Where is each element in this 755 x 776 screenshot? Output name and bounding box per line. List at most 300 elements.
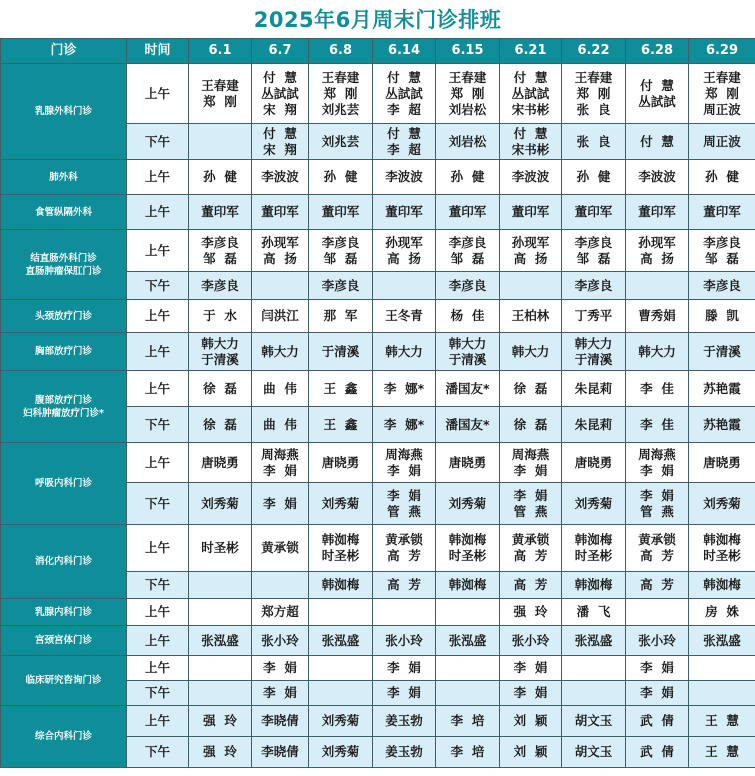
doctor-name: 时圣彬 [703, 548, 741, 563]
doctor-cell [689, 656, 755, 681]
doctor-cell [373, 706, 436, 737]
doctor-name: 孙现军 [511, 234, 550, 250]
doctor-name: 高 芳 [387, 548, 421, 563]
doctor-name: 苏艳霞 [703, 416, 741, 432]
doctor-name: 孙现军 [385, 234, 423, 250]
doctor-cell [373, 371, 436, 407]
doctor-name: 丛試試 [511, 85, 550, 101]
doctor-cell [562, 626, 626, 656]
department-cell [1, 195, 127, 230]
table-row [1, 64, 755, 124]
doctor-name: 高 芳 [513, 548, 548, 563]
doctor-cell [252, 443, 309, 483]
doctor-cell [373, 64, 436, 124]
doctor-cell [373, 443, 436, 483]
header-date: 6.22 [562, 39, 626, 64]
doctor-name: 邹 磊 [705, 250, 739, 266]
department-name: 临床研究咨询门诊 [25, 675, 102, 686]
doctor-cell [189, 371, 252, 407]
department-name: 腹部放疗门诊 [34, 394, 92, 406]
doctor-cell [189, 626, 252, 656]
doctor-cell [626, 737, 689, 768]
doctor-name: 韩大力 [385, 343, 423, 359]
doctor-cell [689, 681, 755, 706]
doctor-cell [309, 599, 373, 626]
table-row [1, 333, 755, 371]
doctor-cell [562, 525, 626, 572]
time-cell: 下午 [127, 124, 189, 160]
doctor-cell [562, 230, 626, 272]
table-row [1, 656, 755, 681]
doctor-name: 于清溪 [448, 351, 487, 367]
doctor-cell [500, 572, 562, 599]
department-name: 乳腺外科门诊 [34, 106, 92, 117]
doctor-cell [500, 272, 562, 300]
doctor-name: 孙 健 [203, 169, 237, 184]
doctor-name: 黄承锁 [261, 540, 299, 555]
doctor-name: 董印军 [703, 204, 741, 219]
doctor-name: 韩洳梅 [703, 577, 741, 592]
doctor-name: 刘秀菊 [448, 495, 487, 511]
doctor-cell [309, 483, 373, 525]
doctor-cell [252, 407, 309, 443]
header-date: 6.29 [689, 39, 755, 64]
doctor-name: 张小玲 [511, 632, 550, 648]
doctor-cell [189, 195, 252, 230]
doctor-cell [189, 407, 252, 443]
doctor-cell [252, 195, 309, 230]
doctor-name: 董印军 [385, 204, 423, 219]
doctor-name: 韩洳梅 [321, 532, 360, 547]
doctor-name: 宋 翔 [263, 141, 297, 157]
doctor-name: 张泓盛 [201, 632, 239, 648]
time-cell: 下午 [127, 407, 189, 443]
doctor-name: 李 佳 [640, 380, 674, 396]
table-row [1, 230, 755, 272]
doctor-name: 李彦良 [321, 277, 360, 293]
department-name: 呼吸内科门诊 [34, 478, 92, 489]
doctor-cell [189, 160, 252, 195]
doctor-name: 郑 刚 [450, 85, 485, 101]
doctor-name: 曲 伟 [263, 416, 297, 432]
doctor-name: 付 慧 [640, 77, 674, 93]
doctor-name: 时圣彬 [321, 548, 360, 563]
doctor-cell [689, 443, 755, 483]
department-name: 综合内科门诊 [34, 731, 92, 742]
doctor-name: 李 娟 [640, 487, 674, 503]
doctor-cell [689, 572, 755, 599]
doctor-cell [373, 626, 436, 656]
time-cell: 上午 [127, 706, 189, 737]
doctor-name: 张泓盛 [321, 632, 360, 648]
doctor-cell [373, 195, 436, 230]
doctor-name: 付 慧 [387, 125, 421, 141]
doctor-cell [309, 333, 373, 371]
doctor-cell [626, 64, 689, 124]
time-cell: 下午 [127, 272, 189, 300]
doctor-cell [562, 300, 626, 333]
doctor-cell [500, 160, 562, 195]
doctor-cell [373, 124, 436, 160]
department-name: 胸部放疗门诊 [34, 346, 92, 357]
header-row [1, 39, 755, 64]
doctor-cell [500, 599, 562, 626]
header-date: 6.7 [252, 39, 309, 64]
doctor-name: 王 慧 [705, 713, 739, 728]
doctor-cell [436, 706, 500, 737]
doctor-name: 韩洳梅 [574, 577, 613, 592]
doctor-name: 朱昆莉 [574, 380, 613, 396]
doctor-cell [500, 371, 562, 407]
department-cell [1, 599, 127, 626]
doctor-cell [373, 230, 436, 272]
doctor-cell [309, 681, 373, 706]
doctor-cell [626, 124, 689, 160]
doctor-name: 韩大力 [574, 335, 613, 351]
doctor-name: 郑方超 [261, 604, 299, 619]
doctor-name: 李彦良 [703, 234, 741, 250]
doctor-name: 孙 健 [450, 169, 485, 184]
doctor-name: 李 娟 [263, 495, 297, 511]
doctor-name: 邹 磊 [576, 250, 611, 266]
doctor-name: 曹秀娟 [638, 308, 676, 323]
doctor-name: 潘国友* [445, 416, 490, 432]
doctor-cell [309, 371, 373, 407]
doctor-cell [436, 483, 500, 525]
doctor-name: 黄承锁 [638, 532, 676, 547]
doctor-name: 潘 飞 [576, 604, 611, 619]
doctor-cell [189, 124, 252, 160]
header-dept: 门诊 [1, 39, 127, 64]
doctor-name: 李 娟 [640, 462, 674, 478]
doctor-cell [626, 230, 689, 272]
doctor-cell [500, 626, 562, 656]
doctor-cell [626, 195, 689, 230]
doctor-cell [309, 443, 373, 483]
doctor-cell [626, 681, 689, 706]
doctor-name: 李彦良 [321, 234, 360, 250]
doctor-name: 郑 刚 [576, 85, 611, 101]
doctor-name: 郑 刚 [705, 85, 739, 101]
doctor-cell [689, 64, 755, 124]
doctor-cell [373, 333, 436, 371]
department-cell [1, 333, 127, 371]
doctor-cell [309, 160, 373, 195]
doctor-name: 张 良 [576, 101, 611, 117]
doctor-cell [500, 525, 562, 572]
doctor-name: 张泓盛 [703, 632, 741, 648]
doctor-name: 周正波 [703, 133, 741, 149]
doctor-cell [436, 333, 500, 371]
doctor-name: 董印军 [201, 204, 239, 219]
doctor-name: 胡文玉 [574, 744, 613, 759]
doctor-cell [189, 230, 252, 272]
doctor-cell [562, 160, 626, 195]
doctor-name: 周海燕 [261, 446, 299, 462]
doctor-name: 强 玲 [203, 744, 237, 759]
doctor-name: 李 培 [450, 744, 485, 759]
header-date: 6.21 [500, 39, 562, 64]
doctor-name: 李彦良 [201, 277, 239, 293]
doctor-cell [562, 681, 626, 706]
doctor-name: 武 倩 [640, 744, 674, 759]
doctor-cell [689, 706, 755, 737]
doctor-cell [309, 272, 373, 300]
doctor-name: 姜玉勃 [385, 744, 423, 759]
doctor-cell [252, 706, 309, 737]
doctor-name: 李彦良 [703, 277, 741, 293]
department-name: 宫颈宫体门诊 [34, 635, 92, 646]
time-cell: 上午 [127, 599, 189, 626]
doctor-name: 丁秀平 [574, 308, 613, 323]
doctor-cell [562, 371, 626, 407]
doctor-cell [500, 333, 562, 371]
doctor-cell [436, 737, 500, 768]
doctor-cell [500, 443, 562, 483]
doctor-name: 朱昆莉 [574, 416, 613, 432]
doctor-name: 高 芳 [640, 548, 674, 563]
department-cell [1, 525, 127, 599]
doctor-name: 王 鑫 [323, 416, 358, 432]
doctor-name: 刘秀菊 [321, 713, 360, 728]
doctor-cell [500, 300, 562, 333]
doctor-name: 韩大力 [638, 343, 676, 359]
doctor-cell [436, 195, 500, 230]
doctor-name: 丛試試 [638, 93, 676, 109]
doctor-cell [689, 124, 755, 160]
doctor-name: 刘秀菊 [201, 495, 239, 511]
doctor-cell [373, 599, 436, 626]
doctor-name: 强 玲 [513, 604, 548, 619]
doctor-cell [562, 124, 626, 160]
doctor-name: 闫洪江 [261, 308, 299, 323]
doctor-name: 强 玲 [203, 713, 237, 728]
department-name: 妇科肿瘤放疗门诊* [23, 407, 104, 419]
doctor-cell [436, 599, 500, 626]
doctor-cell [689, 272, 755, 300]
doctor-name: 李 娟 [263, 660, 297, 675]
doctor-cell [252, 300, 309, 333]
doctor-name: 董印军 [261, 204, 299, 219]
doctor-name: 王春建 [201, 77, 239, 93]
doctor-cell [309, 230, 373, 272]
doctor-cell [252, 124, 309, 160]
doctor-name: 王春建 [448, 69, 487, 85]
doctor-name: 李 娟 [263, 685, 297, 700]
table-row [1, 626, 755, 656]
doctor-name: 曲 伟 [263, 380, 297, 396]
doctor-name: 李晓倩 [261, 744, 299, 759]
doctor-name: 刘岩松 [448, 133, 487, 149]
doctor-cell [436, 407, 500, 443]
doctor-name: 李 娟 [640, 660, 674, 675]
doctor-cell [689, 371, 755, 407]
time-cell: 下午 [127, 737, 189, 768]
page-title: 2025年6月周末门诊排班 [253, 8, 502, 32]
department-name: 食管纵隔外科 [34, 206, 92, 218]
doctor-name: 刘岩松 [448, 101, 487, 117]
doctor-name: 付 慧 [263, 125, 297, 141]
doctor-cell [626, 300, 689, 333]
doctor-cell [689, 599, 755, 626]
doctor-name: 宋书彬 [511, 141, 550, 157]
doctor-name: 管 燕 [640, 503, 674, 519]
table-row [1, 443, 755, 483]
doctor-name: 韩洳梅 [321, 577, 360, 592]
doctor-cell [309, 656, 373, 681]
doctor-name: 周正波 [703, 101, 741, 117]
doctor-cell [373, 483, 436, 525]
doctor-cell [626, 572, 689, 599]
department-name: 乳腺内科门诊 [34, 606, 92, 618]
doctor-name: 时圣彬 [574, 548, 613, 563]
doctor-name: 董印军 [321, 204, 360, 219]
doctor-cell [189, 443, 252, 483]
schedule-table [0, 38, 755, 768]
doctor-cell [562, 483, 626, 525]
department-name: 肺外科 [49, 171, 78, 183]
doctor-name: 徐 磊 [203, 380, 237, 396]
doctor-cell [373, 160, 436, 195]
doctor-cell [252, 333, 309, 371]
doctor-cell [626, 706, 689, 737]
doctor-cell [252, 572, 309, 599]
doctor-name: 邹 磊 [450, 250, 485, 266]
doctor-cell [562, 333, 626, 371]
department-name: 结直肠外科门诊 [30, 252, 97, 264]
header-time: 时间 [127, 39, 189, 64]
doctor-cell [626, 272, 689, 300]
doctor-cell [436, 656, 500, 681]
doctor-cell [689, 160, 755, 195]
department-cell [1, 64, 127, 160]
doctor-name: 张小玲 [385, 632, 423, 648]
doctor-name: 刘秀菊 [321, 495, 360, 511]
doctor-cell [252, 230, 309, 272]
doctor-cell [689, 626, 755, 656]
table-row [1, 706, 755, 737]
doctor-name: 韩洳梅 [448, 577, 487, 592]
table-row [1, 160, 755, 195]
doctor-cell [189, 737, 252, 768]
doctor-cell [252, 656, 309, 681]
department-cell [1, 443, 127, 525]
doctor-cell [436, 230, 500, 272]
doctor-name: 李 娟 [640, 685, 674, 700]
doctor-name: 高 芳 [387, 577, 421, 592]
doctor-name: 孙 健 [323, 169, 358, 184]
doctor-cell [189, 483, 252, 525]
doctor-name: 张 良 [576, 133, 611, 149]
doctor-name: 付 慧 [387, 69, 421, 85]
doctor-name: 董印军 [574, 204, 613, 219]
doctor-cell [500, 195, 562, 230]
doctor-name: 李 娟 [387, 462, 421, 478]
doctor-cell [626, 407, 689, 443]
doctor-cell [252, 681, 309, 706]
doctor-name: 刘秀菊 [321, 744, 360, 759]
doctor-name: 潘国友* [445, 380, 490, 396]
doctor-cell [189, 706, 252, 737]
doctor-name: 徐 磊 [513, 416, 548, 432]
department-cell [1, 706, 127, 768]
doctor-cell [500, 124, 562, 160]
doctor-cell [309, 195, 373, 230]
doctor-name: 付 慧 [513, 125, 548, 141]
doctor-cell [309, 300, 373, 333]
doctor-name: 邹 磊 [203, 250, 237, 266]
doctor-name: 李 培 [450, 713, 485, 728]
doctor-cell [626, 333, 689, 371]
doctor-cell [500, 681, 562, 706]
doctor-cell [373, 681, 436, 706]
doctor-name: 李波波 [261, 169, 299, 184]
doctor-cell [252, 64, 309, 124]
doctor-cell [436, 443, 500, 483]
doctor-name: 李 娟 [513, 487, 548, 503]
department-name: 消化内科门诊 [34, 556, 92, 567]
doctor-cell [252, 599, 309, 626]
doctor-cell [436, 300, 500, 333]
doctor-name: 李 娟 [263, 462, 297, 478]
doctor-cell [436, 160, 500, 195]
doctor-cell [309, 626, 373, 656]
doctor-cell [689, 483, 755, 525]
doctor-name: 高 扬 [263, 250, 297, 266]
department-cell [1, 371, 127, 443]
doctor-name: 李 娜* [383, 380, 425, 396]
doctor-name: 李波波 [511, 169, 550, 184]
doctor-cell [626, 626, 689, 656]
doctor-name: 韩大力 [201, 335, 239, 351]
doctor-name: 韩大力 [511, 343, 550, 359]
doctor-cell [189, 272, 252, 300]
doctor-cell [309, 737, 373, 768]
doctor-cell [689, 300, 755, 333]
doctor-cell [626, 371, 689, 407]
doctor-name: 张小玲 [638, 632, 676, 648]
department-name: 直肠肿瘤保肛门诊 [25, 265, 102, 277]
doctor-name: 滕 凯 [705, 308, 739, 323]
doctor-cell [500, 407, 562, 443]
doctor-name: 李彦良 [448, 277, 487, 293]
department-cell [1, 230, 127, 300]
doctor-name: 王柏林 [511, 308, 550, 323]
doctor-cell [373, 737, 436, 768]
doctor-cell [562, 599, 626, 626]
doctor-name: 黄承锁 [385, 532, 423, 547]
doctor-cell [189, 64, 252, 124]
doctor-cell [189, 599, 252, 626]
doctor-cell [189, 656, 252, 681]
doctor-name: 张泓盛 [574, 632, 613, 648]
doctor-name: 李 超 [387, 101, 421, 117]
time-cell: 上午 [127, 626, 189, 656]
doctor-cell [309, 124, 373, 160]
doctor-name: 于清溪 [703, 343, 741, 359]
doctor-cell [562, 706, 626, 737]
doctor-name: 管 燕 [513, 503, 548, 519]
doctor-name: 宋 翔 [263, 101, 297, 117]
doctor-cell [252, 626, 309, 656]
doctor-cell [252, 525, 309, 572]
doctor-cell [500, 737, 562, 768]
time-cell: 上午 [127, 525, 189, 572]
doctor-name: 李 佳 [640, 416, 674, 432]
table-row [1, 195, 755, 230]
doctor-name: 周海燕 [638, 446, 676, 462]
doctor-name: 邹 磊 [323, 250, 358, 266]
